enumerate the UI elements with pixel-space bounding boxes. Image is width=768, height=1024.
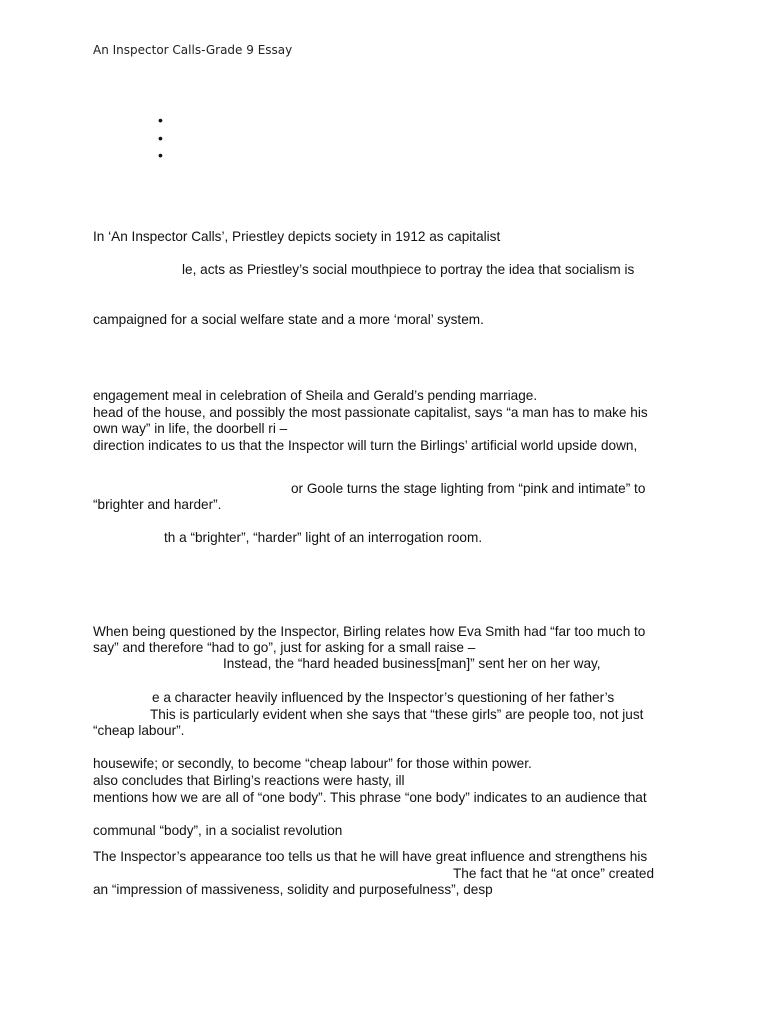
- text-line: or Goole turns the stage lighting from “pink and intimate” to: [291, 481, 646, 496]
- bullet-list: [158, 112, 163, 165]
- text-line: th a “brighter”, “harder” light of an interrogation room.: [164, 530, 483, 545]
- text-line: In ‘An Inspector Calls’, Priestley depicts society in 1912 as capitalist: [93, 229, 501, 244]
- text-line: The fact that he “at once” created: [453, 866, 654, 881]
- text-line: e a character heavily influenced by the Inspector’s questioning of her father’s: [152, 690, 615, 705]
- text-line: le, acts as Priestley’s social mouthpiece to portray the idea that socialism is: [182, 262, 635, 277]
- text-line: an “impression of massiveness, solidity and purposefulness”, desp: [93, 882, 493, 897]
- text-line: “cheap labour”.: [93, 723, 185, 738]
- text-line: engagement meal in celebration of Sheila and Gerald’s pending marriage.: [93, 388, 538, 403]
- text-line: direction indicates to us that the Inspector will turn the Birlings’ artificial world upside down,: [93, 438, 638, 453]
- list-item: [158, 130, 163, 148]
- text-line: The Inspector’s appearance too tells us that he will have great influence and strengthens his: [93, 849, 648, 864]
- text-line: campaigned for a social welfare state and a more ‘moral’ system.: [93, 312, 484, 327]
- text-line: own way” in life, the doorbell ri –: [93, 421, 288, 436]
- text-line: Instead, the “hard headed business[man]” sent her on her way,: [223, 656, 601, 671]
- list-item: [158, 147, 163, 165]
- text-line: “brighter and harder”.: [93, 497, 222, 512]
- text-line: When being questioned by the Inspector, Birling relates how Eva Smith had “far too much to: [93, 624, 646, 639]
- text-line: also concludes that Birling’s reactions were hasty, ill: [93, 773, 405, 788]
- text-line: This is particularly evident when she says that “these girls” are people too, not just: [150, 707, 644, 722]
- text-line: say” and therefore “had to go”, just for asking for a small raise –: [93, 640, 476, 655]
- list-item: [158, 112, 163, 130]
- text-line: communal “body”, in a socialist revolution: [93, 823, 343, 838]
- text-line: housewife; or secondly, to become “cheap labour” for those within power.: [93, 756, 532, 771]
- text-line: head of the house, and possibly the most passionate capitalist, says “a man has to make his: [93, 405, 648, 420]
- page-header: An Inspector Calls-Grade 9 Essay: [93, 43, 293, 57]
- text-line: mentions how we are all of “one body”. This phrase “one body” indicates to an audience that: [93, 790, 647, 805]
